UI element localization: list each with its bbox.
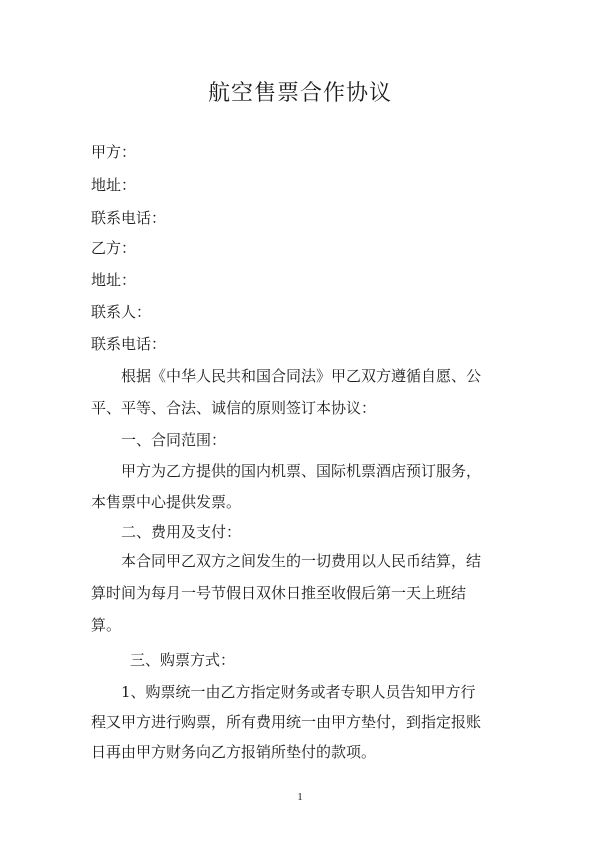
section-3-line-3: 日再由甲方财务向乙方报销所垫付的款项。 [91,743,377,761]
party-b-label: 乙方： [91,239,137,257]
preamble-line-1: 根据《中华人民共和国合同法》甲乙双方遵循自愿、公 [121,367,482,385]
party-b-address-label: 地址： [91,271,137,289]
section-3-line-2: 程又甲方进行购票，所有费用统一由甲方垫付，到指定报账 [91,713,482,731]
section-1-heading: 一、合同范围： [121,431,227,449]
section-3-heading: 三、购票方式： [130,651,236,669]
section-3-line-1: 1、购票统一由乙方指定财务或者专职人员告知甲方行 [121,683,476,701]
section-2-line-3: 算。 [91,616,122,634]
section-2-line-2: 算时间为每月一号节假日双休日推至收假后第一天上班结 [91,584,467,602]
section-2-line-1: 本合同甲乙双方之间发生的一切费用以人民币结算，结 [121,552,482,570]
section-1-line-2: 本售票中心提供发票。 [91,493,242,511]
section-2-heading: 二、费用及支付： [121,523,242,541]
preamble-line-2: 平、平等、合法、诚信的原则签订本协议： [91,399,377,417]
party-a-phone-label: 联系电话： [91,209,167,227]
party-a-label: 甲方： [91,143,137,161]
page-number: 1 [297,791,303,803]
section-1-line-1: 甲方为乙方提供的国内机票、国际机票酒店预订服务， [121,462,482,480]
party-a-address-label: 地址： [91,176,137,194]
party-b-contact-label: 联系人： [91,303,152,321]
document-title: 航空售票合作协议 [207,81,392,106]
party-b-phone-label: 联系电话： [91,335,167,353]
